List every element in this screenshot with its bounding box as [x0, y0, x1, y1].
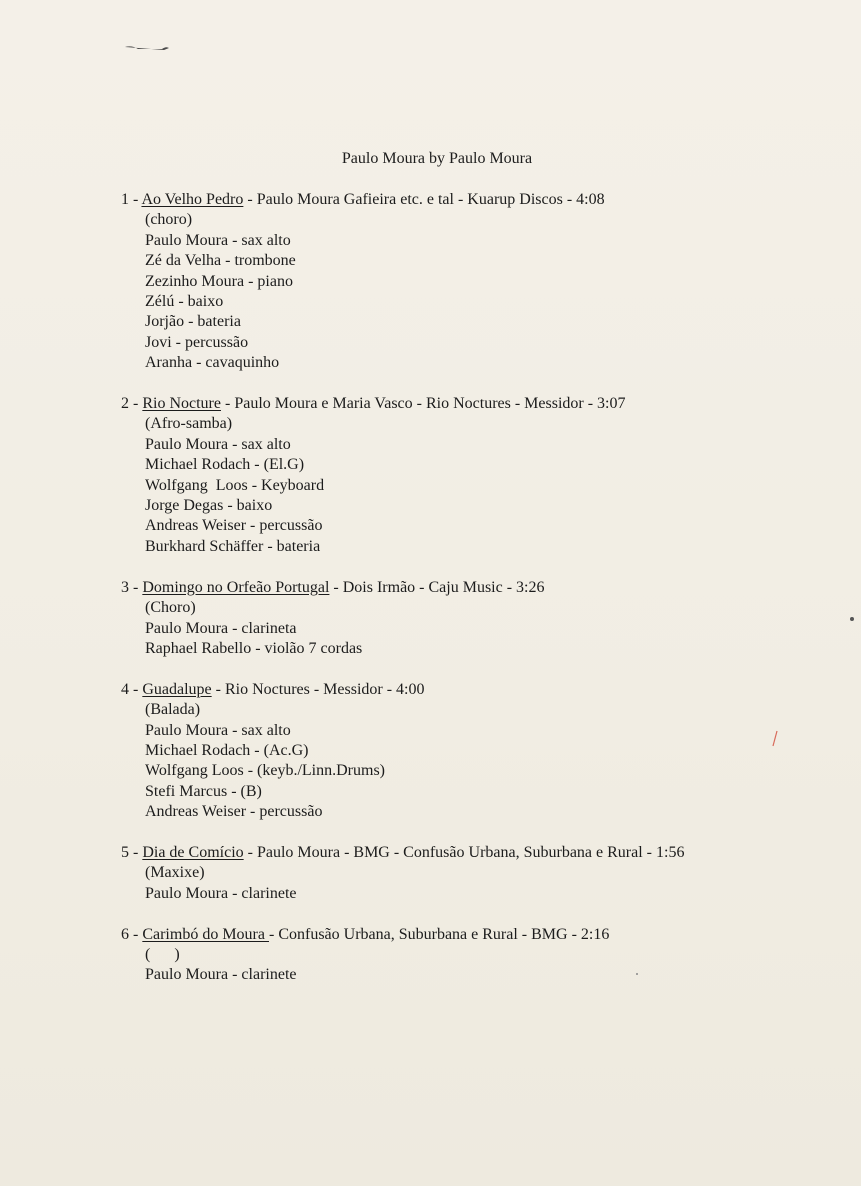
track-details: - Paulo Moura e Maria Vasco - Rio Noctures - Messidor - 3:07	[220, 395, 626, 413]
musician-line: Zélú - baixo	[145, 293, 224, 311]
musician-line: Michael Rodach - (Ac.G)	[145, 741, 309, 759]
musician-line: Paulo Moura - clarinete	[145, 884, 297, 902]
track-number: 2 -	[121, 395, 143, 413]
musician-line: Michael Rodach - (El.G)	[145, 456, 305, 474]
track-entry	[121, 925, 841, 986]
song-title: Ao Velho Pedro	[141, 191, 244, 208]
track-details: - Paulo Moura Gafieira etc. e tal - Kuarup Discos - 4:08	[243, 191, 605, 208]
track-entry	[121, 578, 841, 660]
track-list	[121, 190, 841, 1006]
musician-line: Wolfgang Loos - Keyboard	[145, 476, 325, 494]
track-heading	[121, 925, 841, 945]
genre-label: (Maxixe)	[145, 864, 205, 882]
song-title: Carimbó do Moura	[142, 925, 269, 943]
track-heading	[121, 578, 841, 598]
track-heading	[121, 843, 841, 863]
musician-line: Stefi Marcus - (B)	[145, 782, 262, 800]
track-entry	[121, 680, 841, 823]
ink-mark	[124, 44, 172, 52]
genre-label: (choro)	[145, 211, 193, 229]
musician-line: Zezinho Moura - piano	[145, 272, 293, 290]
track-number: 6 -	[121, 925, 143, 943]
track-number: 1 -	[121, 191, 142, 208]
track-details: - Dois Irmão - Caju Music - 3:26	[329, 578, 545, 596]
musician-line: Aranha - cavaquinho	[145, 354, 280, 372]
musician-line: Paulo Moura - sax alto	[145, 435, 291, 453]
track-entry	[121, 190, 841, 374]
song-title: Rio Nocture	[142, 395, 221, 413]
track-details: - Confusão Urbana, Suburbana e Rural - BMG - 2:16	[268, 925, 610, 943]
genre-label: ( )	[145, 945, 180, 963]
musician-line: Zé da Velha - trombone	[145, 252, 296, 270]
genre-label: (Afro-samba)	[145, 415, 233, 433]
song-title: Domingo no Orfeão Portugal	[142, 578, 330, 596]
musician-line: Paulo Moura - sax alto	[145, 231, 291, 249]
track-details: - Paulo Moura - BMG - Confusão Urbana, Suburbana e Rural - 1:56	[243, 843, 685, 861]
page-title: Paulo Moura by Paulo Moura	[341, 150, 533, 167]
musician-line: Jovi - percussão	[145, 333, 249, 351]
track-heading	[121, 680, 841, 700]
musician-line: Andreas Weiser - percussão	[145, 803, 323, 821]
track-entry	[121, 394, 841, 557]
musician-line: Andreas Weiser - percussão	[145, 517, 323, 535]
track-details: - Rio Noctures - Messidor - 4:00	[211, 680, 425, 698]
musician-line: Raphael Rabello - violão 7 cordas	[145, 639, 363, 657]
musician-line: Paulo Moura - clarineta	[145, 619, 297, 637]
track-heading	[121, 190, 841, 210]
track-heading	[121, 394, 841, 414]
musician-line: Paulo Moura - sax alto	[145, 721, 291, 739]
musician-line: Paulo Moura - clarinete	[145, 966, 297, 984]
musician-line: Jorge Degas - baixo	[145, 497, 273, 515]
musician-line: Wolfgang Loos - (keyb./Linn.Drums)	[145, 762, 385, 780]
ink-speck	[850, 617, 854, 621]
musician-line: Jorjão - bateria	[145, 313, 241, 331]
musician-line: Burkhard Schäffer - bateria	[145, 537, 321, 555]
track-number: 5 -	[121, 843, 143, 861]
song-title: Guadalupe	[142, 680, 212, 698]
track-number: 4 -	[121, 680, 143, 698]
track-number: 3 -	[121, 578, 143, 596]
song-title: Dia de Comício	[142, 843, 244, 861]
track-entry	[121, 843, 841, 904]
genre-label: (Balada)	[145, 701, 201, 719]
genre-label: (Choro)	[145, 599, 196, 617]
